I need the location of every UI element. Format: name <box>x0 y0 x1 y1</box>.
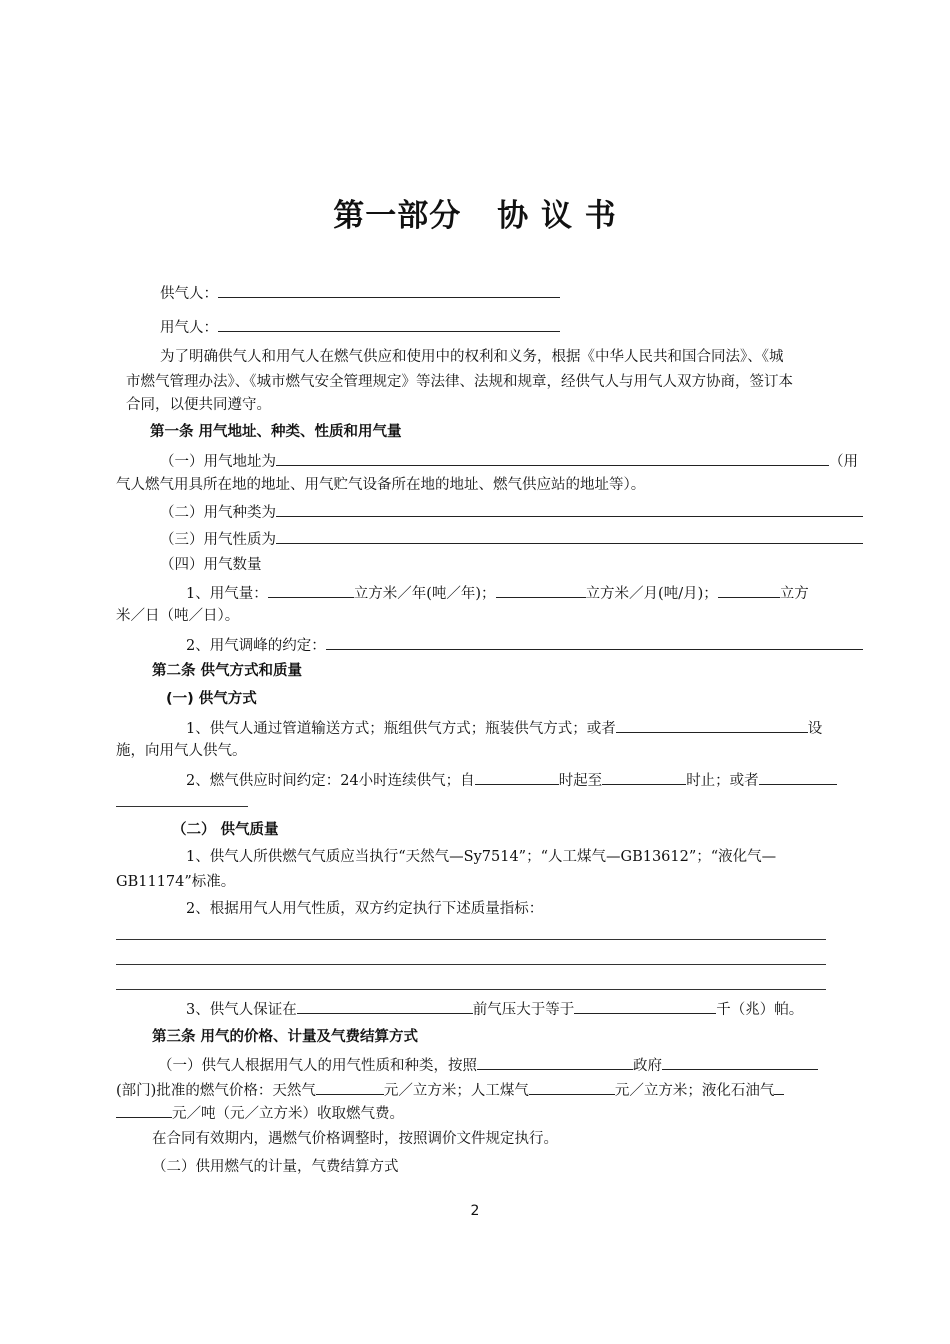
supply-method-line <box>186 717 822 739</box>
quality-index-blank-2[interactable] <box>116 964 826 965</box>
lpg-label: 元／立方米；液化石油气 <box>614 1083 775 1099</box>
use-address-blank[interactable] <box>276 450 829 466</box>
supply-method-blank[interactable] <box>616 717 808 733</box>
artificial-gas-label: 元／立方米；人工煤气 <box>383 1083 529 1099</box>
gas-nature-line <box>160 528 863 550</box>
natural-gas-price-blank[interactable] <box>316 1079 384 1095</box>
article-3-heading: 第三条 用气的价格、计量及气费结算方式 <box>152 1029 419 1045</box>
page-title <box>0 190 950 235</box>
daily-unit-cont: 米／日（吨／日）。 <box>116 608 240 624</box>
pressure-value-blank[interactable] <box>574 998 716 1014</box>
use-address-note: 气人燃气用具所在地的地址、用气贮气设备所在地的地址、燃气供应站的地址等）。 <box>116 477 646 493</box>
pressure-text: 3、供气人保证在 <box>186 1002 297 1018</box>
peak-regulation-line <box>186 634 863 656</box>
gas-kind-blank[interactable] <box>276 501 863 517</box>
user-line <box>160 316 560 338</box>
gas-kind-label: （二）用气种类为 <box>160 505 276 521</box>
supply-time-or: 时止；或者 <box>686 773 759 789</box>
supply-time-text: 2、燃气供应时间约定：24小时连续供气；自 <box>186 773 475 789</box>
title-part-2: 协 议 书 <box>497 198 617 234</box>
supply-time-other-blank-cont[interactable] <box>116 806 248 807</box>
pressure-point-blank[interactable] <box>297 998 473 1014</box>
artificial-gas-price-blank[interactable] <box>529 1079 615 1095</box>
title-part-1: 第一部分 <box>333 198 462 234</box>
user-blank[interactable] <box>218 316 560 332</box>
peak-regulation-blank[interactable] <box>326 634 863 650</box>
gas-quantity-heading: （四）用气数量 <box>160 557 262 573</box>
supply-method-cont: 施，向用气人供气。 <box>116 743 247 759</box>
end-hour-blank[interactable] <box>602 769 686 785</box>
quality-standard-line: 1、供气人所供燃气气质应当执行“天然气—Sy7514”；“人工煤气—GB13612”；“液化气— <box>186 849 777 865</box>
daily-qty-blank[interactable] <box>718 582 780 598</box>
article-2-heading: 第二条 供气方式和质量 <box>152 663 303 679</box>
quantity-label: 1、用气量： <box>186 586 268 602</box>
monthly-unit: 立方米／月(吨/月)； <box>585 586 718 602</box>
price-detail-cont <box>116 1102 404 1124</box>
yearly-unit: 立方米／年(吨／年)； <box>353 586 496 602</box>
article-1-heading: 第一条 用气地址、种类、性质和用气量 <box>150 424 402 440</box>
price-detail-line <box>116 1079 784 1101</box>
intro-line-3: 合同，以便共同遵守。 <box>126 397 271 413</box>
lpg-price-blank[interactable] <box>774 1079 784 1095</box>
supply-method-heading: (一) 供气方式 <box>166 691 257 707</box>
quality-index-blank-1[interactable] <box>116 939 826 940</box>
lpg-price-blank-cont[interactable] <box>116 1102 172 1118</box>
supplier-label: 供气人： <box>160 286 218 302</box>
metering-heading: （二）供用燃气的计量，气费结算方式 <box>152 1159 399 1175</box>
daily-unit-start: 立方 <box>779 586 809 602</box>
supply-time-other-blank[interactable] <box>759 769 837 785</box>
natural-gas-label: (部门)批准的燃气价格：天然气 <box>116 1083 316 1099</box>
supplier-line <box>160 282 560 304</box>
price-line <box>158 1054 818 1076</box>
supply-method-text: 1、供气人通过管道输送方式；瓶组供气方式；瓶装供气方式；或者 <box>186 721 616 737</box>
lpg-unit: 元／吨（元／立方米）收取燃气费。 <box>172 1106 404 1122</box>
monthly-qty-blank[interactable] <box>496 582 586 598</box>
quantity-line <box>186 582 809 604</box>
price-adjustment-line: 在合同有效期内，遇燃气价格调整时，按照调价文件规定执行。 <box>152 1131 558 1147</box>
price-text: （一）供气人根据用气人的用气性质和种类，按照 <box>158 1058 477 1074</box>
intro-line-1: 为了明确供气人和用气人在燃气供应和使用中的权利和义务，根据《中华人民共和国合同法》、《城 <box>160 349 784 365</box>
price-basis-blank[interactable] <box>477 1054 633 1070</box>
gas-quality-heading: （二） 供气质量 <box>172 822 279 838</box>
pressure-line <box>186 998 803 1020</box>
use-address-paren: （用 <box>829 454 858 470</box>
quality-index-blank-3[interactable] <box>116 989 826 990</box>
supply-method-end: 设 <box>807 721 823 737</box>
intro-line-2: 市燃气管理办法》、《城市燃气安全管理规定》等法律、法规和规章，经供气人与用气人双方协商，签订本 <box>126 374 793 390</box>
yearly-qty-blank[interactable] <box>268 582 354 598</box>
gas-nature-label: （三）用气性质为 <box>160 532 276 548</box>
supply-time-to: 时起至 <box>558 773 603 789</box>
pressure-ge: 前气压大于等于 <box>472 1002 575 1018</box>
start-hour-blank[interactable] <box>475 769 559 785</box>
gas-nature-blank[interactable] <box>276 528 863 544</box>
quality-standard-cont: GB11174”标准。 <box>116 874 236 890</box>
pressure-unit: 千（兆）帕。 <box>716 1002 804 1018</box>
price-government-blank[interactable] <box>662 1054 818 1070</box>
supplier-blank[interactable] <box>218 282 560 298</box>
quality-index-line: 2、根据用气人用气性质，双方约定执行下述质量指标： <box>186 901 544 917</box>
peak-regulation-label: 2、用气调峰的约定： <box>186 638 326 654</box>
price-government: 政府 <box>633 1058 662 1074</box>
use-address-label: （一）用气地址为 <box>160 454 276 470</box>
supply-time-line <box>186 769 837 791</box>
gas-kind-line <box>160 501 863 523</box>
use-address-line <box>160 450 858 472</box>
user-label: 用气人： <box>160 320 218 336</box>
page-number: 2 <box>470 1203 480 1219</box>
